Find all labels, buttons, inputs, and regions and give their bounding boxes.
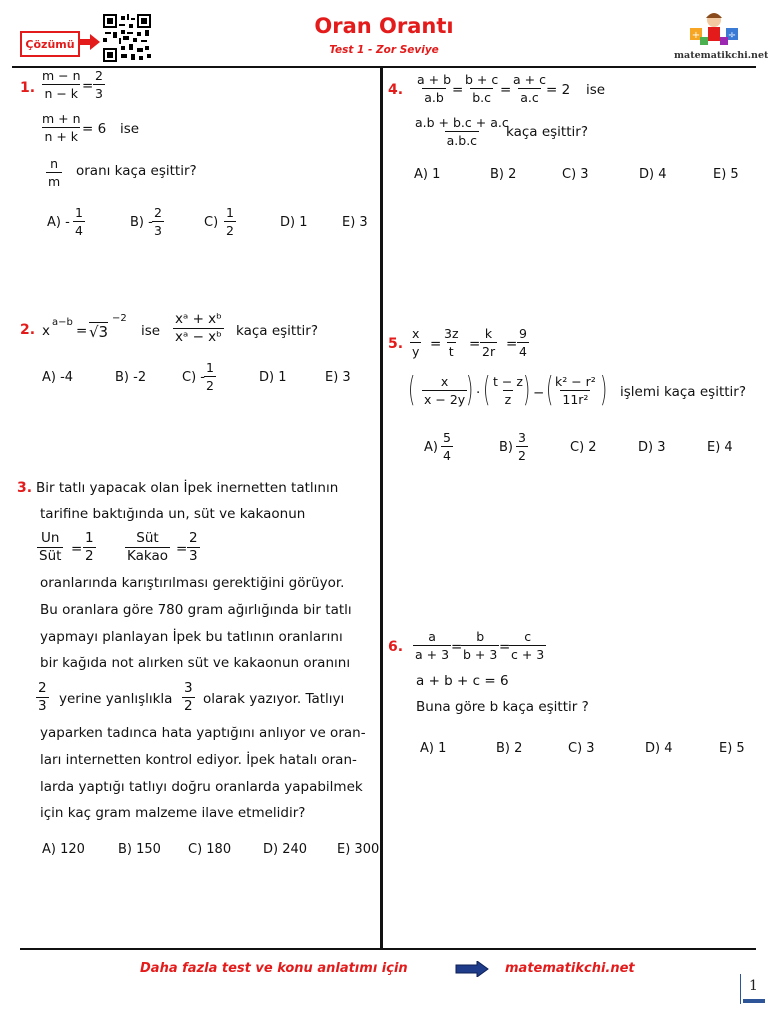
- equation-value: = 2: [546, 82, 571, 98]
- question-text-line: yapmayı planlayan İpek bu tatlının oranlarını: [40, 629, 343, 645]
- question-number: 5.: [388, 336, 404, 352]
- question-text-line: Bir tatlı yapacak olan İpek inernetten tatlının: [36, 480, 339, 496]
- footer-link[interactable]: matematikchi.net: [505, 961, 635, 976]
- page-number: 1: [749, 978, 758, 994]
- fraction: $\frac{1}{2}$: [85, 530, 94, 564]
- option-e[interactable]: E) 300: [337, 842, 380, 857]
- equals-sign: =: [430, 336, 442, 352]
- fraction: $\frac{9}{4}$: [519, 326, 527, 359]
- ratio-fraction: Süt Kakao: [127, 530, 169, 564]
- option-c[interactable]: C) 180: [188, 842, 232, 857]
- option-b[interactable]: B) 2: [490, 167, 517, 182]
- arrow-right-icon: [455, 961, 489, 981]
- option-d[interactable]: D) 1: [280, 215, 308, 230]
- option-e[interactable]: E) 3: [342, 215, 368, 230]
- option-d[interactable]: D) 4: [645, 741, 673, 756]
- fraction: $\frac{m - n}{n - k}$: [42, 68, 81, 101]
- footer-text: Daha fazla test ve konu anlatımı için: [140, 961, 408, 976]
- dot-operator: .: [476, 381, 481, 397]
- option-e[interactable]: E) 5: [719, 741, 745, 756]
- site-logo[interactable]: [674, 10, 768, 62]
- equals-sign: =: [451, 639, 463, 655]
- option-c[interactable]: C) 3: [562, 167, 589, 182]
- fraction: $\frac{a + b}{a.b}$: [417, 72, 452, 105]
- fraction: $\frac{x}{y}$: [412, 326, 420, 359]
- equation-value: = 6: [82, 121, 107, 137]
- option-a[interactable]: A): [424, 440, 438, 455]
- solution-button-label: Çözümü: [25, 37, 75, 51]
- option-b[interactable]: B) 150: [118, 842, 161, 857]
- question-text-line: oranlarında karıştırılması gerektiğini görüyor.: [40, 575, 345, 591]
- fraction: $\frac{3}{2}$: [518, 430, 526, 463]
- minus-operator: −: [533, 385, 545, 401]
- question-text: kaça eşittir?: [236, 323, 318, 339]
- right-paren: ): [465, 370, 474, 410]
- fraction: $\frac{2}{3}$: [95, 68, 103, 101]
- option-c[interactable]: C) 2: [570, 440, 597, 455]
- fraction: $\frac{n}{m}$: [48, 156, 61, 189]
- fraction: $\frac{c}{c + 3}$: [511, 629, 545, 662]
- page-subtitle: Test 1 - Zor Seviye: [329, 44, 439, 56]
- option-d[interactable]: D) 3: [638, 440, 666, 455]
- question-text-line: ları internetten kontrol ediyor. İpek hatalı oran-: [40, 752, 357, 768]
- footer-rule: [20, 948, 756, 950]
- right-paren: ): [522, 370, 531, 410]
- question-text: işlemi kaça eşittir?: [620, 384, 747, 400]
- page-number-bar: [743, 999, 765, 1003]
- fraction: $\frac{a + c}{a.c}$: [513, 72, 546, 105]
- option-e[interactable]: E) 3: [325, 370, 351, 385]
- sqrt-expression: √3: [89, 323, 109, 341]
- option-e[interactable]: E) 4: [707, 440, 733, 455]
- option-c[interactable]: C) -: [182, 370, 205, 385]
- ratio-fraction: Un Süt: [39, 530, 62, 564]
- fraction: $\frac{k}{2r}$: [482, 326, 496, 359]
- fraction: $\frac{2}{3}$: [189, 530, 198, 564]
- equals-sign: =: [499, 639, 511, 655]
- question-text-line: bir kağıda not alırken süt ve kakaonun oranını: [40, 655, 351, 671]
- column-divider: [380, 67, 383, 950]
- question-text-line: için kaç gram malzeme ilave etmelidir?: [40, 805, 306, 821]
- question-text: yerine yanlışlıkla: [59, 691, 173, 707]
- fraction: $\frac{1}{2}$: [226, 205, 234, 238]
- equals-sign: =: [500, 82, 512, 98]
- mascot-icon: [682, 10, 746, 48]
- fraction: $\frac{m + n}{n + k}$: [42, 111, 81, 144]
- question-number: 2.: [20, 322, 36, 338]
- fraction: $\frac{a.b + b.c + a.c}{a.b.c}$: [415, 115, 509, 148]
- question-text: Buna göre b kaça eşittir ?: [416, 699, 589, 715]
- equals-sign: =: [506, 336, 518, 352]
- fraction: $\frac{x}{x - 2y}$: [424, 374, 466, 407]
- option-e[interactable]: E) 5: [713, 167, 739, 182]
- left-paren: (: [545, 370, 554, 410]
- option-d[interactable]: D) 240: [263, 842, 308, 857]
- question-number: 4.: [388, 82, 404, 98]
- option-a[interactable]: A) -: [47, 215, 70, 230]
- option-b[interactable]: B): [499, 440, 513, 455]
- fraction: $\frac{1}{2}$: [206, 360, 214, 393]
- option-a[interactable]: A) 1: [420, 741, 447, 756]
- math-exponent: a−b: [52, 317, 73, 328]
- connector-text: ise: [586, 82, 606, 98]
- connector-text: ise: [141, 323, 161, 339]
- question-text-line: tarifine baktığında un, süt ve kakaonun: [40, 506, 306, 522]
- question-number: 1.: [20, 80, 36, 96]
- equation: a + b + c = 6: [416, 673, 509, 689]
- left-paren: (: [482, 370, 491, 410]
- equals-sign: =: [71, 541, 83, 557]
- question-text-line: larda yaptığı tatlıyı doğru oranlarda yapabilmek: [40, 779, 363, 795]
- option-d[interactable]: D) 4: [639, 167, 667, 182]
- header-rule: [12, 66, 756, 68]
- fraction: $\frac{1}{4}$: [75, 205, 83, 238]
- fraction: $\frac{t - z}{z}$: [493, 374, 523, 407]
- question-number: 6.: [388, 639, 404, 655]
- fraction: $\frac{3}{2}$: [184, 680, 193, 714]
- question-text: olarak yazıyor. Tatlıyı: [203, 691, 345, 707]
- svg-text:+: +: [691, 30, 701, 41]
- option-d[interactable]: D) 1: [259, 370, 287, 385]
- option-a[interactable]: A) 1: [414, 167, 441, 182]
- equals-sign: =: [469, 336, 481, 352]
- fraction: $\frac{3z}{t}$: [444, 326, 459, 359]
- option-c[interactable]: C) 3: [568, 741, 595, 756]
- option-b[interactable]: B) 2: [496, 741, 523, 756]
- math-exponent: −2: [112, 313, 127, 324]
- question-text-line: Bu oranlara göre 780 gram ağırlığında bir tatlı: [40, 602, 352, 618]
- question-number: 3.: [17, 480, 33, 496]
- option-b[interactable]: B) -2: [115, 370, 147, 385]
- equals-sign: =: [176, 541, 188, 557]
- question-text: oranı kaça eşittir?: [76, 163, 197, 179]
- connector-text: ise: [120, 121, 140, 137]
- fraction: $\frac{b + c}{b.c}$: [465, 72, 499, 105]
- fraction: $\frac{2}{3}$: [38, 680, 47, 714]
- fraction: $\frac{b}{b + 3}$: [463, 629, 498, 662]
- option-a[interactable]: A) -4: [42, 370, 74, 385]
- svg-text:÷: ÷: [727, 30, 737, 41]
- fraction: $\frac{\text{k² − r²}}{\text{11r²}}$: [555, 374, 596, 407]
- equals-sign: =: [452, 82, 464, 98]
- page-title: Oran Orantı: [314, 14, 454, 38]
- fraction: $\frac{a}{a + 3}$: [415, 629, 450, 662]
- site-logo-text: matematikchi.net: [674, 50, 768, 61]
- fraction: $\frac{5}{4}$: [443, 430, 451, 463]
- option-b[interactable]: B) -: [130, 215, 153, 230]
- left-paren: (: [407, 370, 416, 410]
- question-text-line: yaparken tadınca hata yaptığını anlıyor ve oran-: [40, 725, 366, 741]
- fraction: $\frac{\text{xᵃ + xᵇ}}{\text{xᵃ − xᵇ}}$: [175, 311, 222, 345]
- equals-sign: =: [82, 78, 94, 94]
- math-base: x: [42, 323, 50, 339]
- fraction: $\frac{2}{3}$: [154, 205, 162, 238]
- option-c[interactable]: C): [204, 215, 219, 230]
- equals-sign: =: [76, 323, 88, 339]
- right-paren: ): [599, 370, 608, 410]
- question-text: kaça eşittir?: [506, 124, 588, 140]
- page-number-badge: [740, 974, 767, 1004]
- option-a[interactable]: A) 120: [42, 842, 85, 857]
